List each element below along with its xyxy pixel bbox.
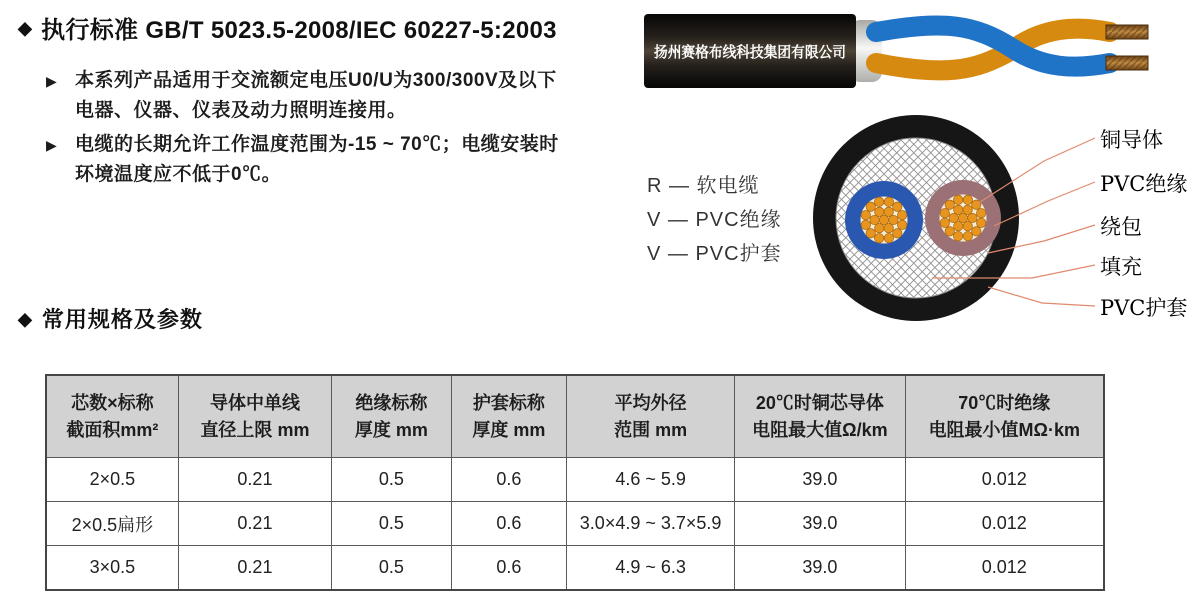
specs-table-wrap [45, 374, 1105, 591]
table-cell: 2×0.5扁形 [46, 502, 178, 546]
table-cell: 0.21 [178, 502, 331, 546]
standard-heading [18, 10, 557, 45]
triangle-bullet-icon: ▶ [46, 137, 57, 153]
legend-item: V — PVC绝缘 [647, 209, 782, 231]
table-cell: 0.21 [178, 546, 331, 591]
col-header-insulation-thickness: 绝缘标称 厚度 mm [332, 375, 452, 458]
conductor-blue [845, 181, 923, 259]
table-cell: 4.6 ~ 5.9 [567, 458, 735, 502]
legend-item: R — 软电缆 [647, 175, 760, 197]
intro-item [46, 130, 606, 190]
table-cell: 3×0.5 [46, 546, 178, 591]
col-header-cores: 芯数×标称 截面积mm² [46, 375, 178, 458]
diagram-label-filler: 填充 [1100, 255, 1142, 279]
table-row [46, 546, 1104, 591]
intro-list [46, 66, 606, 194]
table-cell: 39.0 [735, 458, 905, 502]
table-cell: 0.6 [451, 502, 566, 546]
table-cell: 0.012 [905, 458, 1104, 502]
table-cell: 0.012 [905, 502, 1104, 546]
col-header-insulation-resistance-70c: 70℃时绝缘 电阻最小值MΩ·km [905, 375, 1104, 458]
diagram-label-pvc-insulation: PVC绝缘 [1100, 172, 1188, 196]
col-header-outer-diameter: 平均外径 范围 mm [567, 375, 735, 458]
intro-item [46, 66, 606, 126]
table-cell: 3.0×4.9 ~ 3.7×5.9 [567, 502, 735, 546]
col-header-resistance-20c: 20℃时铜芯导体 电阻最大值Ω/km [735, 375, 905, 458]
diagram-label-wrap: 绕包 [1100, 215, 1142, 239]
intro-line: 环境温度应不低于0℃。 [75, 164, 282, 185]
header-row [46, 375, 1104, 458]
specs-table [45, 374, 1105, 591]
table-cell: 39.0 [735, 546, 905, 591]
table-cell: 0.012 [905, 546, 1104, 591]
diamond-icon: ◆ [18, 18, 33, 38]
conductor-brown [925, 180, 1001, 256]
intro-line: 电缆的长期允许工作温度范围为-15 ~ 70℃；电缆安装时 [75, 134, 559, 155]
col-header-strand-diameter: 导体中单线 直径上限 mm [178, 375, 331, 458]
table-cell: 0.6 [451, 458, 566, 502]
table-cell: 4.9 ~ 6.3 [567, 546, 735, 591]
legend-item: V — PVC护套 [647, 243, 782, 265]
copper-wire-tips [1106, 25, 1148, 70]
diamond-icon: ◆ [18, 309, 33, 329]
triangle-bullet-icon: ▶ [46, 73, 57, 89]
diagram-label-pvc-sheath: PVC护套 [1100, 296, 1188, 320]
table-cell: 0.5 [332, 502, 452, 546]
standard-title: 执行标准 GB/T 5023.5-2008/IEC 60227-5:2003 [41, 17, 557, 44]
table-cell: 0.21 [178, 458, 331, 502]
col-header-sheath-thickness: 护套标称 厚度 mm [451, 375, 566, 458]
model-code-legend [647, 169, 782, 271]
table-cell: 39.0 [735, 502, 905, 546]
intro-line: 本系列产品适用于交流额定电压U0/U为300/300V及以下 [75, 70, 557, 91]
table-cell: 0.6 [451, 546, 566, 591]
cable-product-photo [644, 8, 1154, 94]
table-cell: 0.5 [332, 458, 452, 502]
table-cell: 2×0.5 [46, 458, 178, 502]
specs-title: 常用规格及参数 [41, 307, 203, 332]
diagram-label-copper-conductor: 铜导体 [1100, 128, 1163, 152]
table-row [46, 502, 1104, 546]
brand-text: 扬州赛格布线科技集团有限公司 [654, 43, 846, 61]
cable-cross-section-diagram [782, 106, 1097, 326]
specs-heading [18, 303, 203, 334]
intro-line: 电器、仪器、仪表及动力照明连接用。 [75, 100, 407, 121]
table-row [46, 458, 1104, 502]
table-cell: 0.5 [332, 546, 452, 591]
